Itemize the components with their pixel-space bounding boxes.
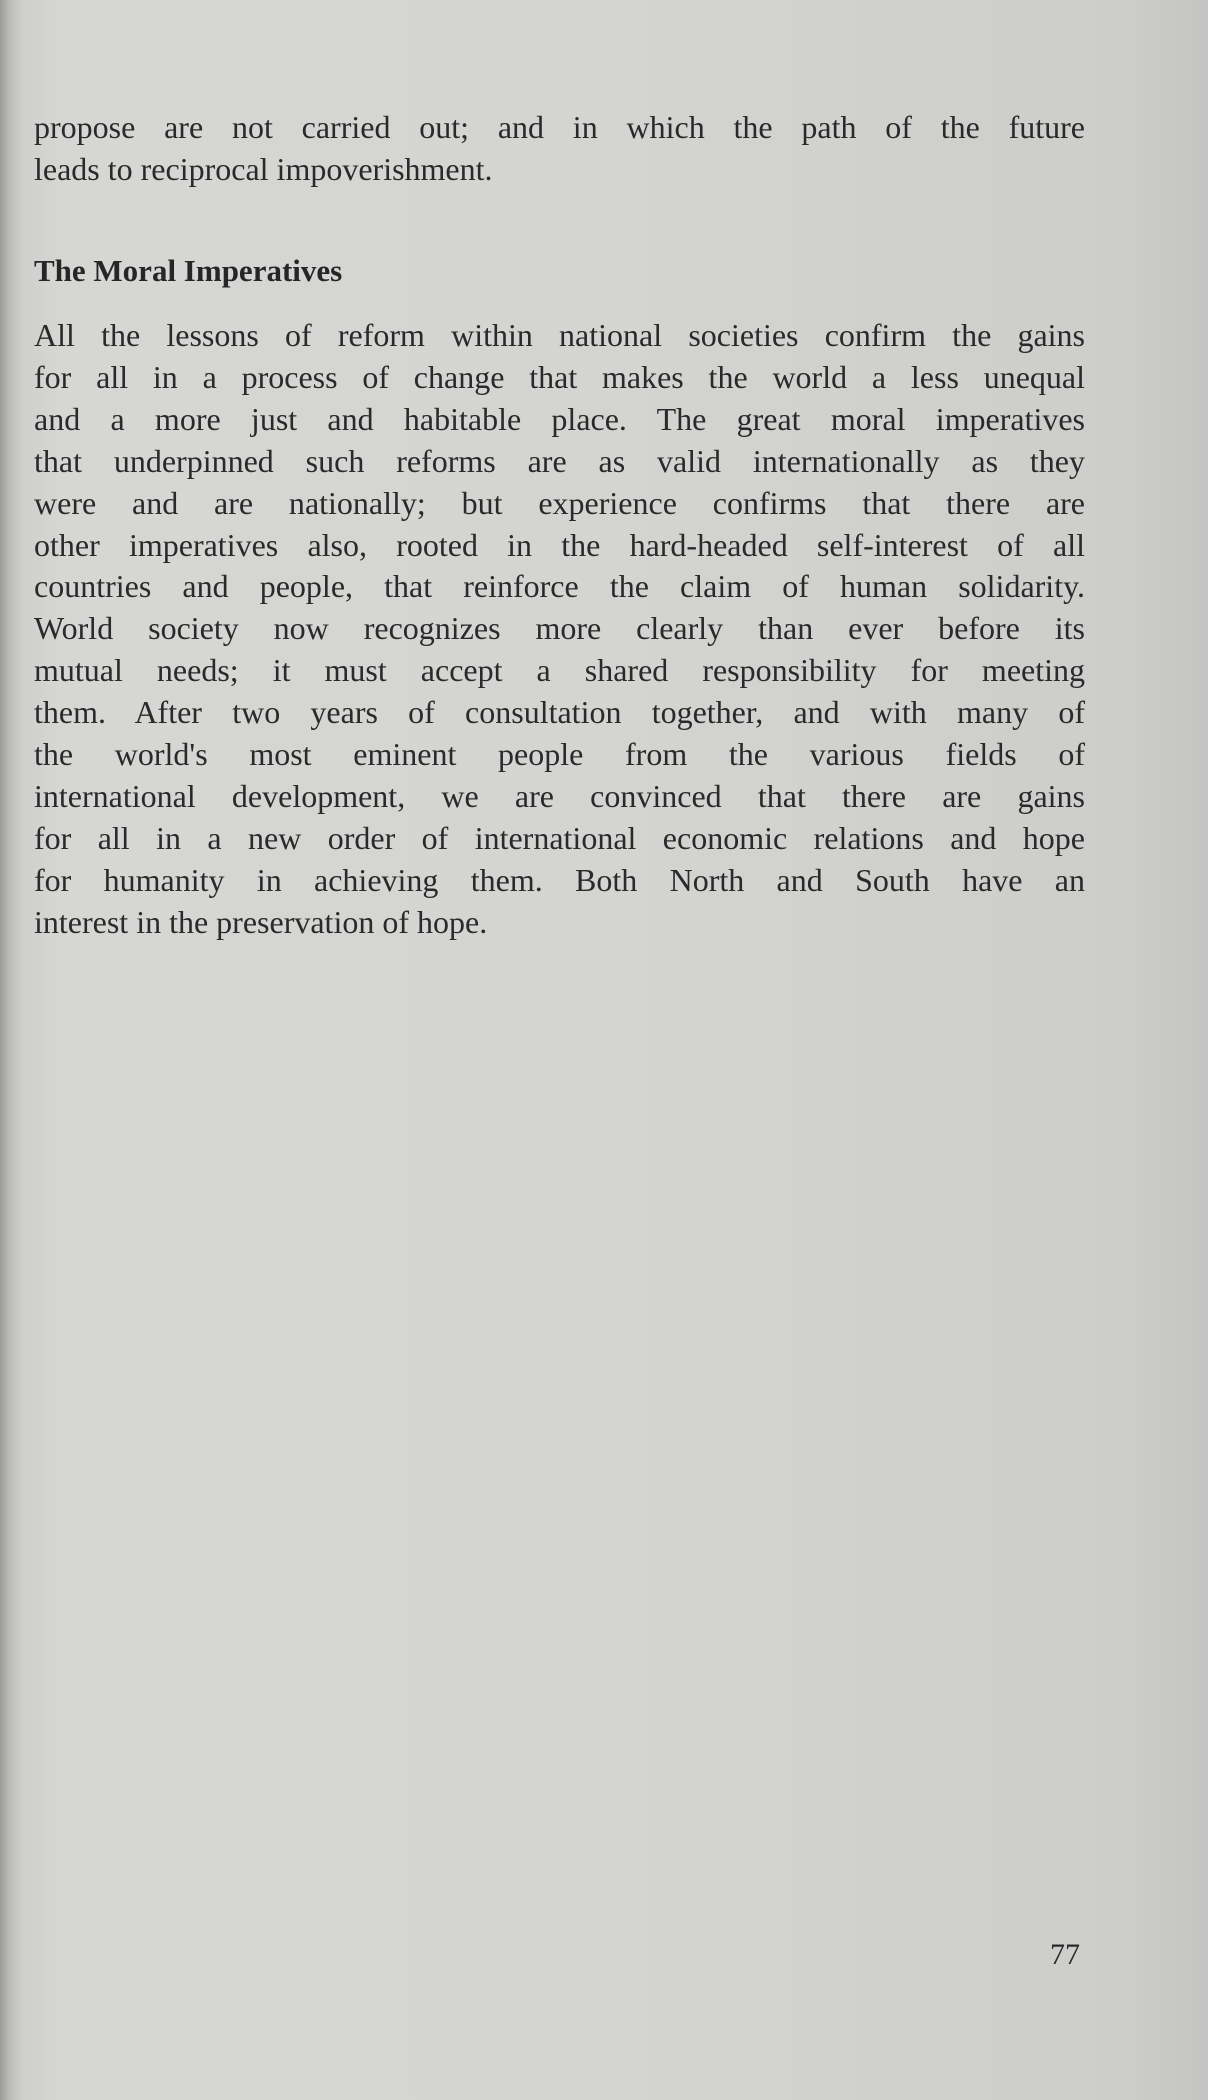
section-heading: The Moral Imperatives xyxy=(34,253,343,288)
text-line: the world's most eminent people from the various fields of xyxy=(34,736,1085,772)
page-number: 77 xyxy=(1050,1938,1080,1971)
text-line: propose are not carried out; and in which the path of the future xyxy=(34,109,1085,145)
text-line: and a more just and habitable place. The great moral imperatives xyxy=(34,400,1085,437)
text-line: leads to reciprocal impoverishment. xyxy=(34,151,493,187)
text-line: for all in a new order of international economic relations and hope xyxy=(34,819,1085,856)
text-line: that underpinned such reforms are as valid internationally as they xyxy=(34,442,1085,479)
text-line: international development, we are convinced that there are gains xyxy=(34,777,1085,814)
text-line: All the lessons of reform within national societies confirm the gains xyxy=(34,317,1085,353)
text-line: for humanity in achieving them. Both North and South have an xyxy=(34,861,1085,898)
text-line: countries and people, that reinforce the claim of human solidarity. xyxy=(34,568,1085,605)
text-line: mutual needs; it must accept a shared responsibility for meeting xyxy=(34,652,1085,689)
text-line: were and are nationally; but experience confirms that there are xyxy=(34,484,1085,521)
text-line: for all in a process of change that makes the world a less unequal xyxy=(34,358,1085,395)
text-line: them. After two years of consultation together, and with many of xyxy=(34,694,1085,731)
text-line: interest in the preservation of hope. xyxy=(34,903,488,940)
text-line: World society now recognizes more clearly than ever before its xyxy=(34,610,1085,647)
text-line: other imperatives also, rooted in the hard-headed self-interest of all xyxy=(34,526,1085,563)
